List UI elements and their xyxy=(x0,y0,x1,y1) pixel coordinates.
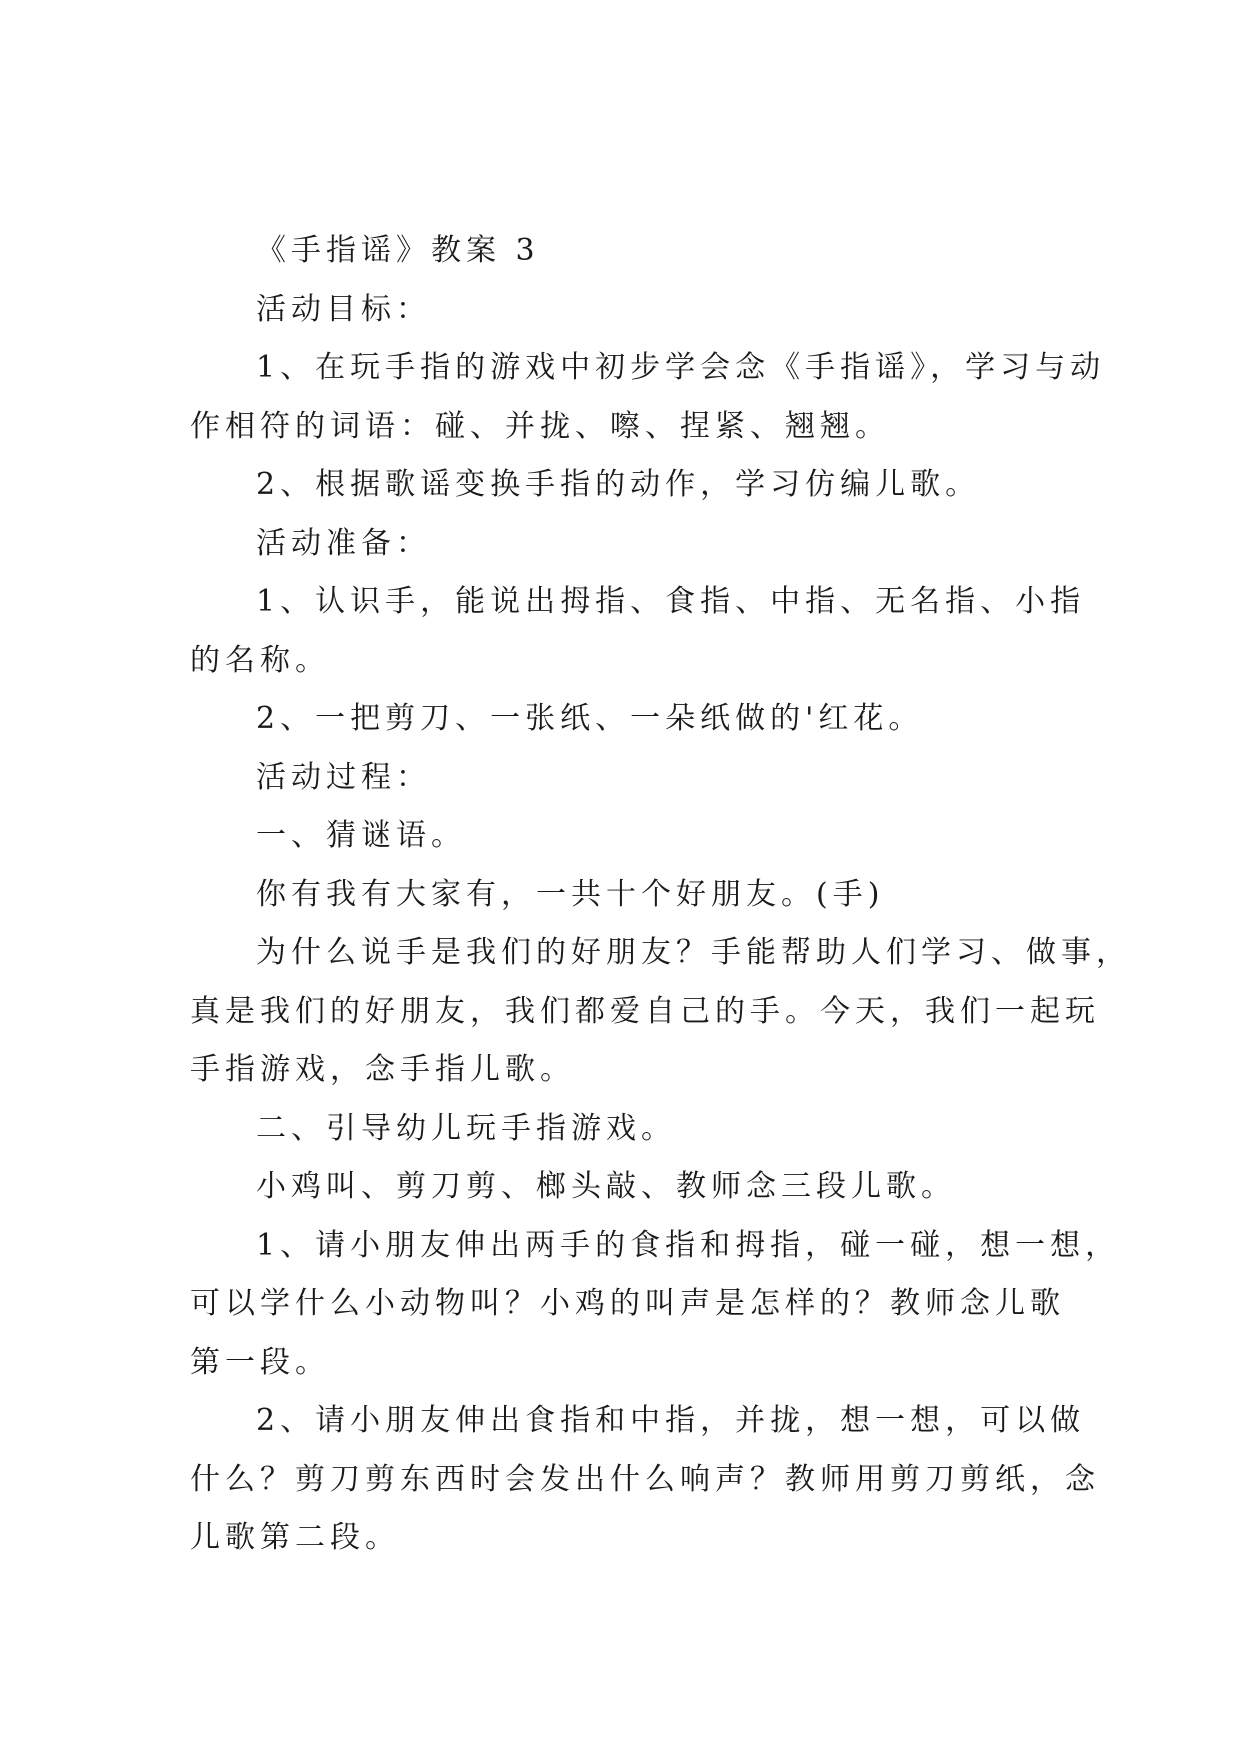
subsection-heading: 二、引导幼儿玩手指游戏。 xyxy=(256,1110,676,1146)
paragraph-line: 1、在玩手指的游戏中初步学会念《手指谣》，学习与动 xyxy=(256,350,1106,385)
section-heading-process: 活动过程： xyxy=(256,759,431,795)
paragraph-line: 什么？剪刀剪东西时会发出什么响声？教师用剪刀剪纸，念 xyxy=(190,1461,1100,1497)
paragraph-line: 1、请小朋友伸出两手的食指和拇指，碰一碰，想一想， xyxy=(256,1227,1121,1263)
paragraph-line: 2、根据歌谣变换手指的动作，学习仿编儿歌。 xyxy=(256,467,981,502)
paragraph-line: 你有我有大家有，一共十个好朋友。(手) xyxy=(256,876,885,912)
paragraph-line: 为什么说手是我们的好朋友？手能帮助人们学习、做事， xyxy=(256,935,1131,970)
paragraph-line: 第一段。 xyxy=(190,1344,330,1380)
paragraph-line: 1、认识手，能说出拇指、食指、中指、无名指、小指 xyxy=(256,584,1086,619)
section-heading-objectives: 活动目标： xyxy=(256,291,431,327)
paragraph-line: 2、一把剪刀、一张纸、一朵纸做的'红花。 xyxy=(256,701,924,736)
paragraph-line: 手指游戏，念手指儿歌。 xyxy=(190,1052,575,1087)
section-heading-preparation: 活动准备： xyxy=(256,525,431,561)
document-title: 《手指谣》教案 3 xyxy=(256,233,540,268)
paragraph-line: 2、请小朋友伸出食指和中指，并拢，想一想，可以做 xyxy=(256,1403,1086,1438)
paragraph-line: 儿歌第二段。 xyxy=(190,1520,400,1555)
paragraph-line: 的名称。 xyxy=(190,642,330,678)
paragraph-line: 作相符的词语：碰、并拢、嚓、捏紧、翘翘。 xyxy=(190,408,890,444)
paragraph-line: 小鸡叫、剪刀剪、榔头敲、教师念三段儿歌。 xyxy=(256,1169,956,1204)
subsection-heading: 一、猜谜语。 xyxy=(256,818,466,853)
document-body xyxy=(190,222,1131,1568)
paragraph-line: 可以学什么小动物叫？小鸡的叫声是怎样的？教师念儿歌 xyxy=(190,1286,1065,1321)
paragraph-line: 真是我们的好朋友，我们都爱自己的手。今天，我们一起玩 xyxy=(190,993,1100,1029)
